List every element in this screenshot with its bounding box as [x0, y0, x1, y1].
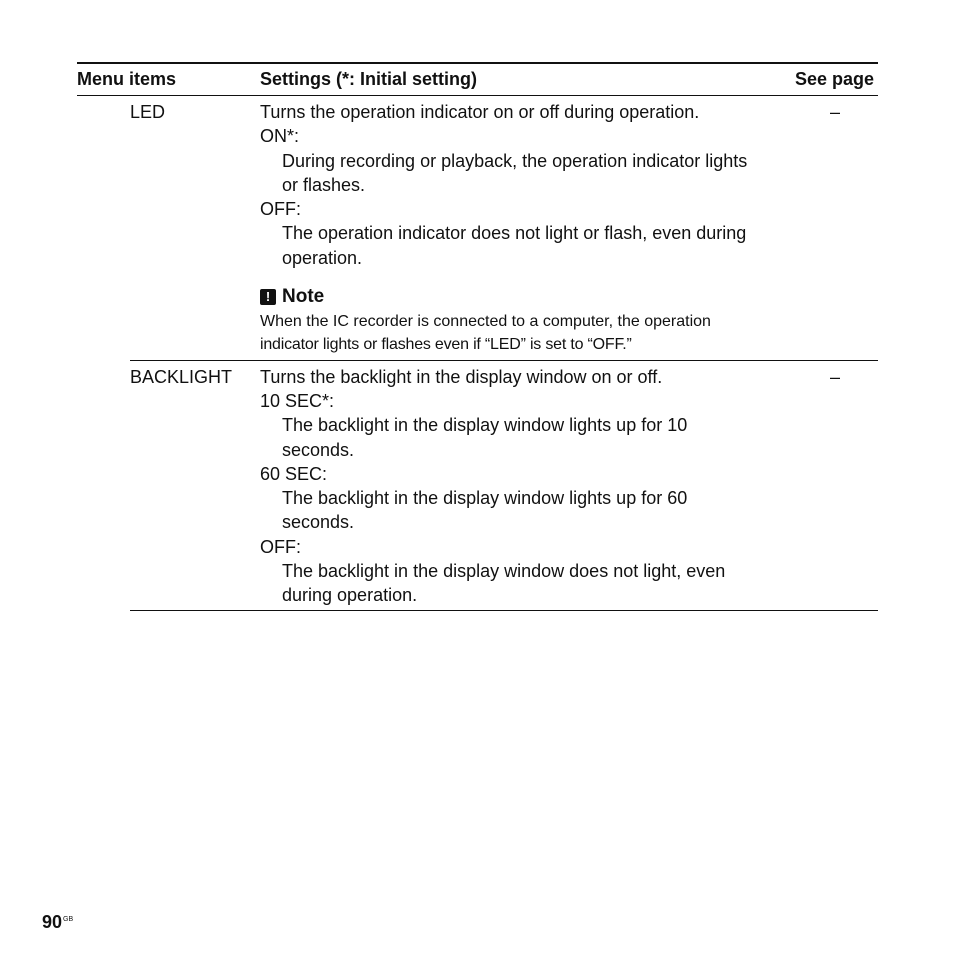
page-number-value: 90	[42, 912, 63, 932]
option-text-line: during operation.	[282, 585, 418, 605]
option-text-line: The operation indicator does not light or flash, even during	[282, 223, 747, 243]
option-text-line: seconds.	[282, 440, 355, 460]
note-text-line: indicator lights or flashes even if “LED” is set to “OFF.”	[260, 336, 632, 353]
row-divider	[130, 360, 878, 361]
option-text-line: operation.	[282, 248, 363, 268]
note-text-line: When the IC recorder is connected to a computer, the operation	[260, 313, 711, 330]
note-icon: !	[260, 289, 276, 305]
table-top-rule	[77, 62, 878, 64]
option-label: OFF:	[260, 199, 301, 219]
see-page-value: –	[830, 367, 841, 387]
menu-item-led: LED	[130, 102, 166, 122]
option-label: 10 SEC*:	[260, 391, 335, 411]
option-label: OFF:	[260, 537, 301, 557]
page-suffix: GB	[63, 916, 74, 923]
header-see-page: See page	[795, 69, 875, 89]
setting-description: Turns the backlight in the display window on or off.	[260, 367, 663, 387]
option-text-line: During recording or playback, the operation indicator lights	[282, 151, 748, 171]
option-text-line: The backlight in the display window lights up for 60	[282, 488, 688, 508]
option-label: ON*:	[260, 126, 300, 146]
option-text-line: The backlight in the display window does not light, even	[282, 561, 726, 581]
see-page-value: –	[830, 102, 841, 122]
option-text-line: seconds.	[282, 512, 355, 532]
setting-description: Turns the operation indicator on or off during operation.	[260, 102, 700, 122]
menu-item-backlight: BACKLIGHT	[130, 367, 233, 387]
option-text-line: The backlight in the display window lights up for 10	[282, 415, 688, 435]
table-bottom-rule	[130, 610, 878, 611]
header-settings: Settings (*: Initial setting)	[260, 69, 478, 89]
header-bottom-rule	[77, 95, 878, 96]
option-label: 60 SEC:	[260, 464, 328, 484]
option-text-line: or flashes.	[282, 175, 366, 195]
note-title: Note	[282, 286, 325, 307]
page-number	[42, 908, 73, 934]
header-menu-items: Menu items	[77, 69, 177, 89]
